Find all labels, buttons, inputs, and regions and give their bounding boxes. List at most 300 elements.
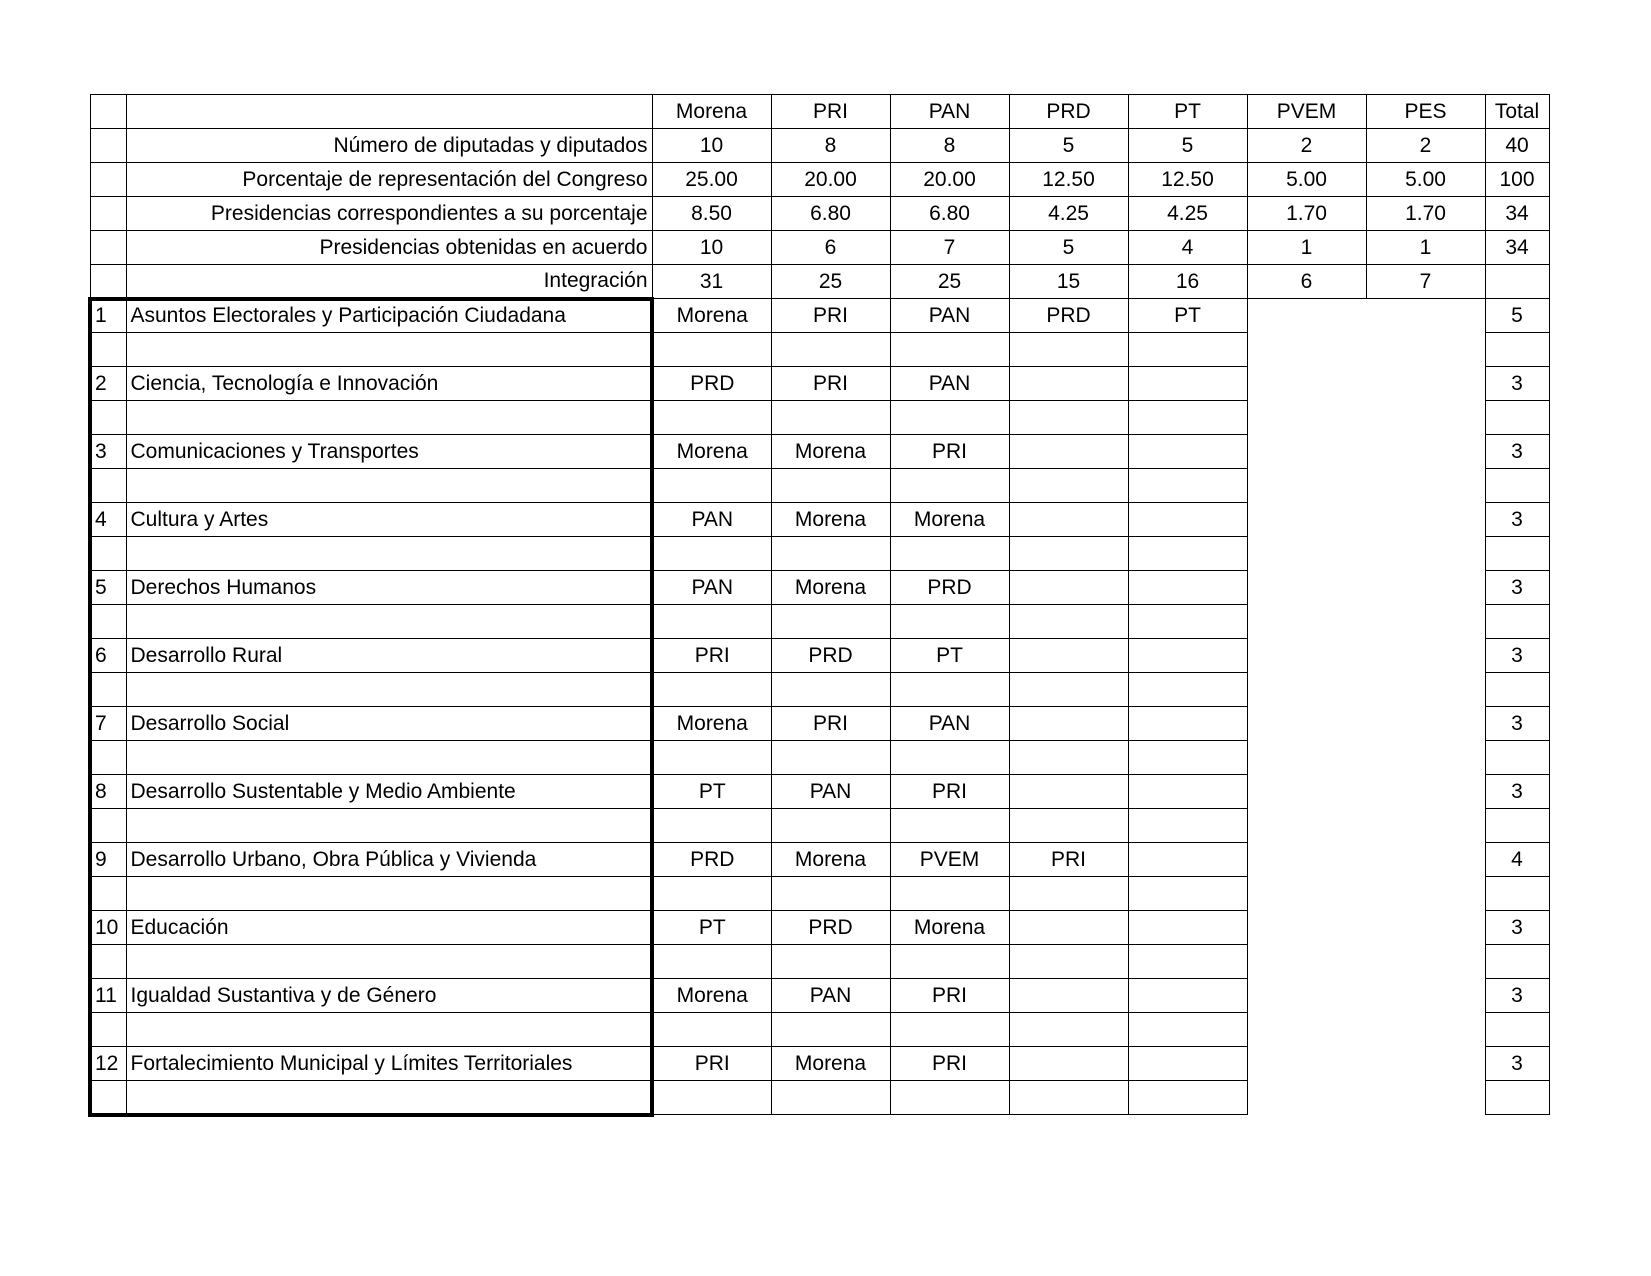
summary-value: 8 (771, 129, 890, 163)
spacer-cell (1247, 911, 1366, 945)
blank-cell (126, 809, 652, 843)
blank-row (90, 333, 1549, 367)
blank-cell (1485, 945, 1549, 979)
blank-cell (890, 673, 1009, 707)
member-party-cell: PT (652, 775, 771, 809)
spacer-cell (1366, 367, 1485, 401)
summary-value: 5 (1009, 231, 1128, 265)
member-party-cell: PAN (890, 367, 1009, 401)
spacer-cell (1366, 673, 1485, 707)
summary-row (90, 265, 1549, 299)
blank-cell (1128, 741, 1247, 775)
member-party-cell (1009, 503, 1128, 537)
member-party-cell: PT (652, 911, 771, 945)
member-party-cell: PRD (771, 639, 890, 673)
member-party-cell: PRI (890, 1047, 1009, 1081)
blank-cell (126, 1013, 652, 1047)
summary-value: 4.25 (1009, 197, 1128, 231)
party-header-cell: PT (1128, 95, 1247, 129)
blank-row (90, 877, 1549, 911)
spacer-cell (1366, 537, 1485, 571)
blank-cell (890, 1013, 1009, 1047)
commission-total: 3 (1485, 775, 1549, 809)
spacer-cell (1366, 1013, 1485, 1047)
spacer-cell (1247, 503, 1366, 537)
summary-row (90, 231, 1549, 265)
member-party-cell (1128, 707, 1247, 741)
summary-label: Presidencias obtenidas en acuerdo (126, 231, 652, 265)
spacer-cell (1366, 435, 1485, 469)
commission-number: 4 (90, 503, 126, 537)
commission-total: 3 (1485, 1047, 1549, 1081)
blank-cell (771, 333, 890, 367)
summary-value: 7 (1366, 265, 1485, 299)
blank-cell (90, 741, 126, 775)
blank-cell (1009, 401, 1128, 435)
index-cell (90, 197, 126, 231)
member-party-cell: Morena (771, 435, 890, 469)
spacer-cell (1366, 571, 1485, 605)
blank-cell (890, 809, 1009, 843)
blank-cell (890, 605, 1009, 639)
member-party-cell: Morena (652, 299, 771, 333)
blank-cell (771, 673, 890, 707)
blank-cell (90, 1081, 126, 1115)
summary-value: 1 (1366, 231, 1485, 265)
blank-row (90, 945, 1549, 979)
member-party-cell (1009, 979, 1128, 1013)
party-header-cell: PRI (771, 95, 890, 129)
blank-cell (90, 877, 126, 911)
commission-row (90, 299, 1549, 333)
member-party-cell (1009, 1047, 1128, 1081)
summary-label: Presidencias correspondientes a su porcentaje (126, 197, 652, 231)
member-party-cell: PAN (652, 571, 771, 605)
corner-cell (90, 95, 126, 129)
blank-cell (1009, 741, 1128, 775)
member-party-cell: PVEM (890, 843, 1009, 877)
summary-total: 34 (1485, 197, 1549, 231)
member-party-cell: PAN (771, 979, 890, 1013)
member-party-cell (1009, 775, 1128, 809)
member-party-cell (1128, 435, 1247, 469)
member-party-cell (1128, 911, 1247, 945)
blank-cell (126, 877, 652, 911)
member-party-cell (1009, 707, 1128, 741)
summary-label: Número de diputadas y diputados (126, 129, 652, 163)
blank-cell (126, 605, 652, 639)
spacer-cell (1247, 435, 1366, 469)
summary-row (90, 197, 1549, 231)
blank-cell (890, 741, 1009, 775)
blank-cell (1009, 1081, 1128, 1115)
blank-row (90, 809, 1549, 843)
summary-label: Porcentaje de representación del Congreso (126, 163, 652, 197)
member-party-cell: PT (1128, 299, 1247, 333)
spacer-cell (1247, 775, 1366, 809)
blank-cell (126, 741, 652, 775)
blank-cell (1009, 333, 1128, 367)
blank-cell (652, 741, 771, 775)
blank-cell (90, 537, 126, 571)
summary-total: 34 (1485, 231, 1549, 265)
blank-cell (771, 537, 890, 571)
spacer-cell (1247, 673, 1366, 707)
commission-total: 3 (1485, 571, 1549, 605)
spacer-cell (1247, 741, 1366, 775)
party-header-cell: Morena (652, 95, 771, 129)
summary-value: 6.80 (771, 197, 890, 231)
member-party-cell: Morena (771, 571, 890, 605)
spacer-cell (1366, 877, 1485, 911)
blank-cell (1128, 401, 1247, 435)
blank-cell (771, 809, 890, 843)
blank-row (90, 469, 1549, 503)
member-party-cell: PRD (890, 571, 1009, 605)
member-party-cell: PRI (771, 299, 890, 333)
summary-value: 31 (652, 265, 771, 299)
blank-cell (1128, 673, 1247, 707)
blank-cell (90, 605, 126, 639)
blank-cell (1485, 537, 1549, 571)
blank-cell (652, 673, 771, 707)
spacer-cell (1247, 537, 1366, 571)
spacer-cell (1366, 299, 1485, 333)
commission-row (90, 639, 1549, 673)
member-party-cell: PRI (652, 639, 771, 673)
summary-value: 25 (890, 265, 1009, 299)
total-header-cell: Total (1485, 95, 1549, 129)
commission-number: 3 (90, 435, 126, 469)
commission-total: 3 (1485, 435, 1549, 469)
blank-cell (652, 945, 771, 979)
member-party-cell: PRD (652, 367, 771, 401)
blank-cell (890, 537, 1009, 571)
summary-value: 5 (1009, 129, 1128, 163)
blank-cell (652, 537, 771, 571)
blank-cell (90, 673, 126, 707)
spacer-cell (1247, 979, 1366, 1013)
blank-cell (771, 741, 890, 775)
commission-number: 6 (90, 639, 126, 673)
blank-cell (652, 1013, 771, 1047)
blank-cell (126, 673, 652, 707)
member-party-cell (1128, 639, 1247, 673)
commission-name: Desarrollo Rural (126, 639, 652, 673)
summary-value: 5 (1128, 129, 1247, 163)
label-header-cell (126, 95, 652, 129)
commission-number: 9 (90, 843, 126, 877)
blank-cell (90, 945, 126, 979)
blank-cell (1009, 469, 1128, 503)
blank-row (90, 537, 1549, 571)
blank-cell (1485, 401, 1549, 435)
summary-value: 25.00 (652, 163, 771, 197)
summary-value: 15 (1009, 265, 1128, 299)
party-header-cell: PRD (1009, 95, 1128, 129)
commission-total: 3 (1485, 503, 1549, 537)
blank-cell (771, 469, 890, 503)
summary-value: 6.80 (890, 197, 1009, 231)
member-party-cell: Morena (890, 503, 1009, 537)
commission-table (88, 94, 1550, 1117)
commission-number: 1 (90, 299, 126, 333)
blank-cell (1009, 809, 1128, 843)
member-party-cell: PRI (890, 435, 1009, 469)
blank-cell (890, 877, 1009, 911)
commission-row (90, 571, 1549, 605)
summary-value: 25 (771, 265, 890, 299)
commission-total: 5 (1485, 299, 1549, 333)
summary-value: 7 (890, 231, 1009, 265)
spacer-cell (1247, 605, 1366, 639)
blank-cell (1485, 1013, 1549, 1047)
spacer-cell (1366, 1047, 1485, 1081)
commission-number: 8 (90, 775, 126, 809)
commission-name: Desarrollo Urbano, Obra Pública y Vivienda (126, 843, 652, 877)
table-body (90, 95, 1549, 1115)
spacer-cell (1247, 877, 1366, 911)
spacer-cell (1247, 639, 1366, 673)
blank-row (90, 673, 1549, 707)
blank-cell (1485, 469, 1549, 503)
spacer-cell (1247, 1081, 1366, 1115)
member-party-cell: PAN (652, 503, 771, 537)
member-party-cell: PRD (1009, 299, 1128, 333)
spacer-cell (1366, 979, 1485, 1013)
commission-number: 5 (90, 571, 126, 605)
blank-cell (771, 1013, 890, 1047)
blank-cell (771, 605, 890, 639)
summary-value: 1.70 (1366, 197, 1485, 231)
commission-row (90, 367, 1549, 401)
commission-total: 3 (1485, 639, 1549, 673)
commission-row (90, 843, 1549, 877)
spacer-cell (1366, 503, 1485, 537)
commission-name: Desarrollo Sustentable y Medio Ambiente (126, 775, 652, 809)
blank-cell (652, 333, 771, 367)
member-party-cell (1128, 367, 1247, 401)
blank-cell (1009, 537, 1128, 571)
summary-value: 12.50 (1009, 163, 1128, 197)
spacer-cell (1247, 809, 1366, 843)
header-row (90, 95, 1549, 129)
commission-total: 4 (1485, 843, 1549, 877)
commission-number: 11 (90, 979, 126, 1013)
commission-name: Ciencia, Tecnología e Innovación (126, 367, 652, 401)
blank-cell (1009, 877, 1128, 911)
blank-cell (652, 469, 771, 503)
summary-value: 1.70 (1247, 197, 1366, 231)
member-party-cell: PRD (652, 843, 771, 877)
blank-cell (1485, 741, 1549, 775)
index-cell (90, 129, 126, 163)
spacer-cell (1247, 401, 1366, 435)
summary-value: 20.00 (771, 163, 890, 197)
commission-number: 2 (90, 367, 126, 401)
blank-cell (1009, 945, 1128, 979)
commission-name: Comunicaciones y Transportes (126, 435, 652, 469)
spacer-cell (1366, 945, 1485, 979)
commission-row (90, 707, 1549, 741)
commission-row (90, 775, 1549, 809)
blank-cell (1009, 605, 1128, 639)
summary-value: 8.50 (652, 197, 771, 231)
blank-cell (1009, 1013, 1128, 1047)
blank-cell (1128, 945, 1247, 979)
blank-cell (1485, 333, 1549, 367)
blank-cell (126, 469, 652, 503)
member-party-cell (1009, 435, 1128, 469)
spacer-cell (1366, 911, 1485, 945)
blank-cell (90, 1013, 126, 1047)
spacer-cell (1366, 1081, 1485, 1115)
member-party-cell: PAN (890, 707, 1009, 741)
spacer-cell (1247, 571, 1366, 605)
blank-cell (126, 1081, 652, 1115)
blank-cell (126, 537, 652, 571)
summary-value: 12.50 (1128, 163, 1247, 197)
blank-cell (890, 469, 1009, 503)
member-party-cell: PRD (771, 911, 890, 945)
commission-number: 7 (90, 707, 126, 741)
blank-cell (652, 809, 771, 843)
blank-cell (771, 877, 890, 911)
summary-value: 6 (1247, 265, 1366, 299)
blank-cell (90, 401, 126, 435)
blank-cell (771, 401, 890, 435)
spacer-cell (1247, 333, 1366, 367)
blank-cell (126, 401, 652, 435)
member-party-cell (1128, 979, 1247, 1013)
blank-cell (90, 469, 126, 503)
member-party-cell: Morena (771, 1047, 890, 1081)
index-cell (90, 231, 126, 265)
blank-cell (1485, 809, 1549, 843)
member-party-cell (1128, 775, 1247, 809)
summary-value: 20.00 (890, 163, 1009, 197)
blank-cell (1128, 1013, 1247, 1047)
blank-cell (1128, 1081, 1247, 1115)
member-party-cell: PRI (1009, 843, 1128, 877)
commission-name: Derechos Humanos (126, 571, 652, 605)
member-party-cell: Morena (652, 435, 771, 469)
commission-row (90, 1047, 1549, 1081)
summary-total: 40 (1485, 129, 1549, 163)
party-header-cell: PAN (890, 95, 1009, 129)
member-party-cell: Morena (652, 979, 771, 1013)
blank-cell (652, 877, 771, 911)
summary-value: 16 (1128, 265, 1247, 299)
member-party-cell: PRI (652, 1047, 771, 1081)
commission-row (90, 503, 1549, 537)
blank-cell (1485, 877, 1549, 911)
spacer-cell (1247, 707, 1366, 741)
member-party-cell: PRI (771, 707, 890, 741)
blank-row (90, 401, 1549, 435)
member-party-cell: Morena (652, 707, 771, 741)
summary-value: 2 (1247, 129, 1366, 163)
blank-cell (90, 333, 126, 367)
member-party-cell (1009, 367, 1128, 401)
spacer-cell (1247, 299, 1366, 333)
commission-row (90, 979, 1549, 1013)
summary-total (1485, 265, 1549, 299)
party-header-cell: PVEM (1247, 95, 1366, 129)
commission-total: 3 (1485, 707, 1549, 741)
summary-value: 5.00 (1366, 163, 1485, 197)
spacer-cell (1366, 707, 1485, 741)
blank-cell (126, 333, 652, 367)
commission-name: Igualdad Sustantiva y de Género (126, 979, 652, 1013)
blank-cell (890, 333, 1009, 367)
blank-cell (771, 945, 890, 979)
member-party-cell: PRI (890, 979, 1009, 1013)
blank-row (90, 1013, 1549, 1047)
spacer-cell (1247, 1013, 1366, 1047)
member-party-cell: Morena (771, 843, 890, 877)
summary-value: 5.00 (1247, 163, 1366, 197)
member-party-cell (1128, 1047, 1247, 1081)
spacer-cell (1366, 333, 1485, 367)
spacer-cell (1247, 945, 1366, 979)
spacer-cell (1366, 639, 1485, 673)
member-party-cell (1009, 639, 1128, 673)
blank-row (90, 1081, 1549, 1115)
blank-cell (1128, 469, 1247, 503)
commission-row (90, 911, 1549, 945)
member-party-cell (1009, 911, 1128, 945)
blank-cell (890, 401, 1009, 435)
blank-row (90, 605, 1549, 639)
member-party-cell: Morena (771, 503, 890, 537)
summary-value: 10 (652, 231, 771, 265)
commission-name: Cultura y Artes (126, 503, 652, 537)
commission-number: 12 (90, 1047, 126, 1081)
blank-cell (90, 809, 126, 843)
index-cell (90, 163, 126, 197)
commission-name: Educación (126, 911, 652, 945)
spacer-cell (1247, 1047, 1366, 1081)
index-cell (90, 265, 126, 299)
member-party-cell: PT (890, 639, 1009, 673)
member-party-cell (1128, 503, 1247, 537)
summary-value: 8 (890, 129, 1009, 163)
blank-cell (1009, 673, 1128, 707)
spacer-cell (1366, 843, 1485, 877)
summary-value: 6 (771, 231, 890, 265)
member-party-cell: PRI (771, 367, 890, 401)
blank-cell (652, 605, 771, 639)
blank-cell (652, 401, 771, 435)
blank-cell (1128, 537, 1247, 571)
spacer-cell (1247, 367, 1366, 401)
member-party-cell: PAN (771, 775, 890, 809)
blank-cell (1485, 1081, 1549, 1115)
commission-number: 10 (90, 911, 126, 945)
summary-row (90, 129, 1549, 163)
blank-cell (1128, 809, 1247, 843)
commission-row (90, 435, 1549, 469)
spacer-cell (1366, 809, 1485, 843)
summary-value: 2 (1366, 129, 1485, 163)
summary-row (90, 163, 1549, 197)
spacer-cell (1366, 741, 1485, 775)
party-header-cell: PES (1366, 95, 1485, 129)
commission-total: 3 (1485, 911, 1549, 945)
commission-total: 3 (1485, 367, 1549, 401)
blank-cell (1128, 877, 1247, 911)
